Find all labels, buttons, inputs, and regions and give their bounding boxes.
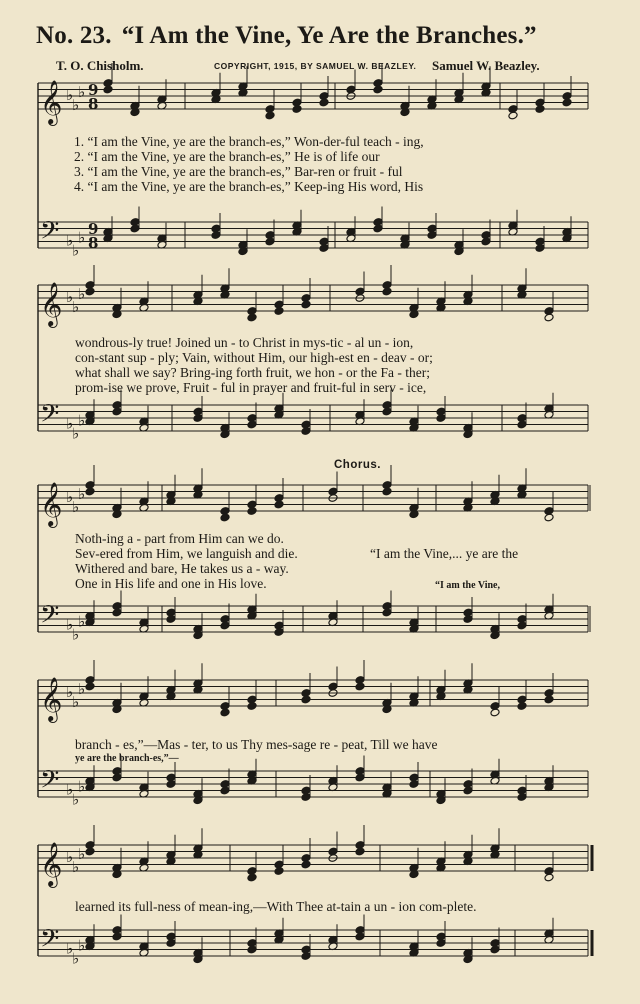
verse-3-line-2: what shall we say? Bring-ing forth fruit, we hon - or the Fa - ther; [75, 365, 431, 380]
verse-1-line-3: Noth-ing a - part from Him can we do. [75, 531, 284, 546]
system-3-treble-note [382, 487, 392, 496]
verse-3-line-3: Withered and bare, He takes us a - way. [75, 561, 289, 576]
system-4-key-signature: ♭ [66, 683, 74, 701]
system-1-treble-note [508, 111, 518, 120]
system-1-treble-note [319, 98, 329, 107]
system-1-treble-note [535, 105, 545, 114]
system-3-key-signature: ♭ [66, 488, 74, 506]
system-2-bass-clef: 𝄢 [40, 399, 60, 435]
time-signature: 9 [88, 81, 99, 99]
system-1-treble-note [265, 111, 275, 120]
system-5-treble-note [544, 873, 554, 882]
system-1-key-signature: ♭ [72, 95, 80, 114]
system-1-treble-note [292, 105, 302, 114]
system-4-treble-clef: 𝄞 [40, 677, 63, 721]
system-4-treble-note [490, 708, 500, 717]
system-2-treble-clef: 𝄞 [40, 282, 63, 326]
verse-4-line-2: prom-ise we prove, Fruit - ful in prayer and fruit-ful in serv - ice, [75, 380, 427, 395]
chorus-label: Chorus. [334, 459, 381, 471]
chorus-text-line-3: learned its full-ness of mean-ing,—With Thee at-tain a un - ion com-plete. [75, 899, 477, 914]
system-2-key-signature: ♭ [66, 288, 74, 306]
system-4-treble-note [355, 682, 365, 691]
system-1-key-signature: ♭ [72, 241, 80, 260]
verse-4-line-1: 4. “I am the Vine, ye are the branch-es,” Keep-ing His word, His [74, 179, 424, 194]
system-2-key-signature: ♭ [72, 297, 80, 316]
system-4-treble-note [85, 682, 95, 691]
system-5-treble-clef: 𝄞 [40, 842, 63, 886]
system-5-treble-note [355, 847, 365, 856]
system-3-treble-note [220, 513, 230, 522]
system-1-treble-note [373, 85, 383, 94]
system-4-treble-note [301, 695, 311, 704]
verse-2-line-2: con-stant sup - ply; Vain, without Him, our high-est en - deav - or; [75, 350, 433, 365]
time-signature: 8 [88, 234, 99, 252]
composer: Samuel W. Beazley. [432, 58, 540, 73]
system-3-key-signature: ♭ [72, 625, 80, 644]
verse-4-line-3: One in His life and one in His love. [75, 576, 267, 591]
system-2-treble-note [247, 313, 257, 322]
system-5-bass-clef: 𝄢 [40, 924, 60, 960]
system-1-key-signature: ♭ [66, 86, 74, 104]
system-2-key-signature: ♭ [66, 414, 74, 433]
system-4-treble-note [220, 708, 230, 717]
system-4-key-signature: ♭ [72, 692, 80, 711]
system-2-treble-note [85, 287, 95, 296]
verse-3-line-1: 3. “I am the Vine, ye are the branch-es,” Bar-ren or fruit - ful [74, 164, 403, 179]
time-signature: 8 [88, 95, 99, 113]
system-2-key-signature: ♭ [72, 424, 80, 443]
system-5-key-signature: ♭ [72, 949, 80, 968]
verse-2-line-1: 2. “I am the Vine, ye are the branch-es,” He is of life our [74, 149, 380, 164]
system-2-treble-note [382, 287, 392, 296]
system-5-key-signature: ♭ [78, 844, 86, 863]
chorus-text-line-1: “I am the Vine,... ye are the [370, 546, 519, 561]
system-3-treble-note [544, 513, 554, 522]
hymn-title-text: “I Am the Vine, Ye Are the Branches.” [121, 22, 537, 49]
system-3-key-signature: ♭ [66, 615, 74, 634]
system-3-treble-note [247, 507, 257, 516]
system-1-key-signature: ♭ [66, 231, 74, 250]
system-4-bass-clef: 𝄢 [40, 765, 60, 801]
verse-1-line-1: 1. “I am the Vine, ye are the branch-es,” Won-der-ful teach - ing, [74, 134, 424, 149]
system-4-key-signature: ♭ [66, 780, 74, 799]
verse-1-line-2: wondrous-ly true! Joined un - to Christ in mys-tic - al un - ion, [75, 335, 414, 350]
system-1-treble-note [103, 85, 113, 94]
system-4-key-signature: ♭ [78, 679, 86, 698]
system-3-bass-clef: 𝄢 [40, 600, 60, 636]
system-4-treble-note [517, 702, 527, 711]
system-5-key-signature: ♭ [72, 857, 80, 876]
system-1-key-signature: ♭ [78, 228, 86, 247]
system-5-treble-note [274, 867, 284, 876]
system-4-key-signature: ♭ [72, 790, 80, 809]
system-2-key-signature: ♭ [78, 411, 86, 430]
hymn-number: No. 23. [36, 22, 112, 49]
bass-echo-text-1: “I am the Vine, [435, 580, 500, 591]
system-3-key-signature: ♭ [78, 612, 86, 631]
verse-2-line-3: Sev-ered from Him, we languish and die. [75, 546, 298, 561]
system-4-key-signature: ♭ [78, 777, 86, 796]
chorus-text-line-2: branch - es,”—Mas - ter, to us Thy mes-sage re - peat, Till we have [75, 737, 438, 752]
system-2-treble-note [301, 300, 311, 309]
system-1-key-signature: ♭ [78, 82, 86, 101]
system-4-treble-note [544, 695, 554, 704]
system-5-key-signature: ♭ [66, 939, 74, 958]
system-3-treble-note [274, 500, 284, 509]
system-1-bass-clef: 𝄢 [40, 216, 60, 252]
system-5-key-signature: ♭ [78, 936, 86, 955]
system-2-key-signature: ♭ [78, 284, 86, 303]
system-4-treble-note [247, 702, 257, 711]
system-3-treble-clef: 𝄞 [40, 482, 63, 526]
system-5-treble-note [85, 847, 95, 856]
system-3-treble-note [85, 487, 95, 496]
copyright-notice: COPYRIGHT, 1915, BY SAMUEL W. BEAZLEY. [214, 61, 417, 71]
system-3-key-signature: ♭ [78, 484, 86, 503]
system-2-treble-note [274, 307, 284, 316]
time-signature: 9 [88, 220, 99, 238]
system-1-treble-clef: 𝄞 [40, 80, 63, 124]
system-3-key-signature: ♭ [72, 497, 80, 516]
system-5-treble-note [301, 860, 311, 869]
system-1-treble-note [562, 98, 572, 107]
system-5-key-signature: ♭ [66, 848, 74, 866]
bass-echo-text-2: ye are the branch-es,”— [75, 753, 179, 764]
system-5-treble-note [247, 873, 257, 882]
lyricist: T. O. Chisholm. [56, 58, 144, 73]
system-2-treble-note [544, 313, 554, 322]
